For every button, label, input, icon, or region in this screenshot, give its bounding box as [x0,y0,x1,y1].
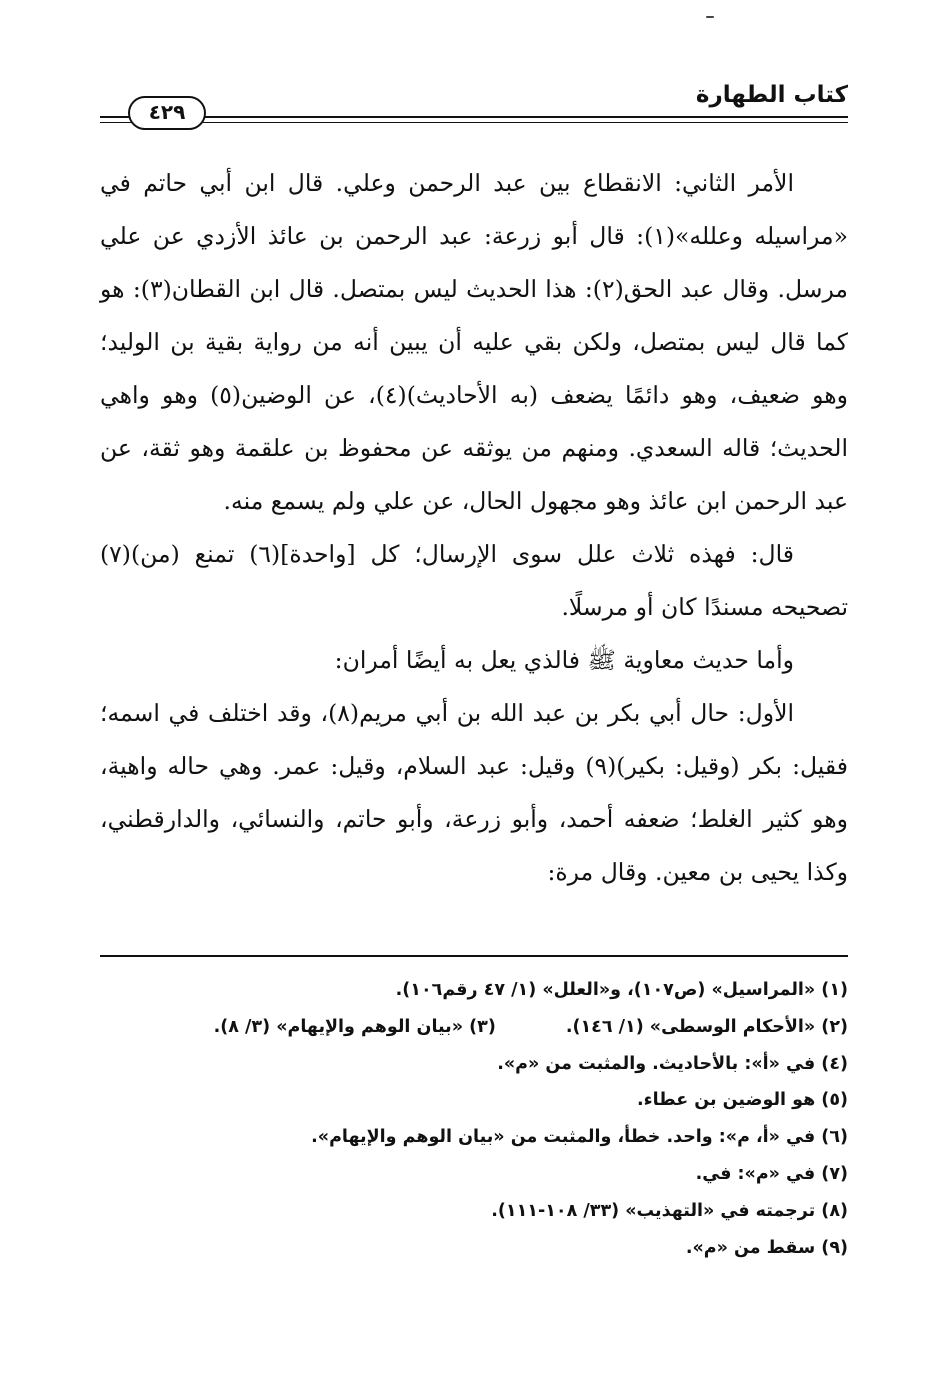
footnote-7: (٧) في «م»: في. [695,1163,848,1184]
footnote-3: (٣) «بيان الوهم والإيهام» (٣/ ٨). [213,1016,496,1037]
footnote-8: (٨) ترجمته في «التهذيب» (٣٣/ ١٠٨-١١١). [491,1200,848,1221]
paragraph-muawiya: وأما حديث معاوية ﷺ فالذي يعل به أيضًا أمران: [334,646,794,674]
page-number: ٤٢٩ [128,96,206,130]
footnote-item [100,1009,848,1046]
footnote-2: (٢) «الأحكام الوسطى» (١/ ١٤٦). [565,1016,848,1037]
footnote-item [100,1046,848,1083]
paragraph-first-issue: الأمر الثاني: الانقطاع بين عبد الرحمن وعلي. قال ابن أبي حاتم في «مراسيله وعلله»(١): قال أبو زرعة: عبد الرحمن بن عائذ الأزدي عن علي مرسل. وقال عبد الحق(٢): هذا الحديث ليس بمتصل. قال ابن القطان(٣): هو كما قال ليس بمتصل، ولكن بقي عليه أن يبين أنه من رواية بقية بن الوليد؛ وهو ضعيف، وهو دائمًا يضعف (به الأحاديث)(٤)، عن الوضين(٥) وهو واهي الحديث؛ قاله السعدي. ومنهم من يوثقه عن محفوظ بن علقمة وهو ثقة، عن عبد الرحمن ابن عائذ وهو مجهول الحال، عن علي ولم يسمع منه. [100,169,848,515]
footnote-5: (٥) هو الوضين بن عطاء. [637,1090,848,1111]
footnote-separator [100,955,848,957]
footnote-9: (٩) سقط من «م». [685,1237,848,1258]
footnote-item [100,1119,848,1156]
footnote-1: (١) «المراسيل» (ص١٠٧)، و«العلل» (١/ ٤٧ رقم١٠٦). [395,980,848,1000]
footnote-item [100,1230,848,1267]
footnote-item [100,1082,848,1119]
footnote-item [100,1156,848,1193]
footnote-item [100,972,848,1009]
header-rule-thin [100,122,848,123]
header-rule-thick [100,116,848,118]
page-header [100,82,848,132]
paragraph-first-reason: الأول: حال أبي بكر بن عبد الله بن أبي مريم(٨)، وقد اختلف في اسمه؛ فقيل: بكر (وقيل: بكير)(٩) وقيل: عبد السلام، وقيل: عمر. وهي حاله واهية، وهو كثير الغلط؛ ضعفه أحمد، وأبو زرعة، وأبو حاتم، والنسائي، والدارقطني، وكذا يحيى بن معين. وقال مرة: [100,699,848,886]
scan-speck [706,16,714,18]
footnote-item [100,1193,848,1230]
main-text [100,157,848,899]
running-title: كتاب الطهارة [695,82,848,108]
footnotes [100,972,848,1266]
footnote-6: (٦) في «أ، م»: واحد. خطأ، والمثبت من «بيان الوهم والإيهام». [311,1127,848,1148]
footnote-4: (٤) في «أ»: بالأحاديث. والمثبت من «م». [497,1053,848,1074]
paragraph-three-defects: قال: فهذه ثلاث علل سوى الإرسال؛ كل [واحدة](٦) تمنع (من)(٧) تصحيحه مسندًا كان أو مرسلًا. [100,540,848,621]
